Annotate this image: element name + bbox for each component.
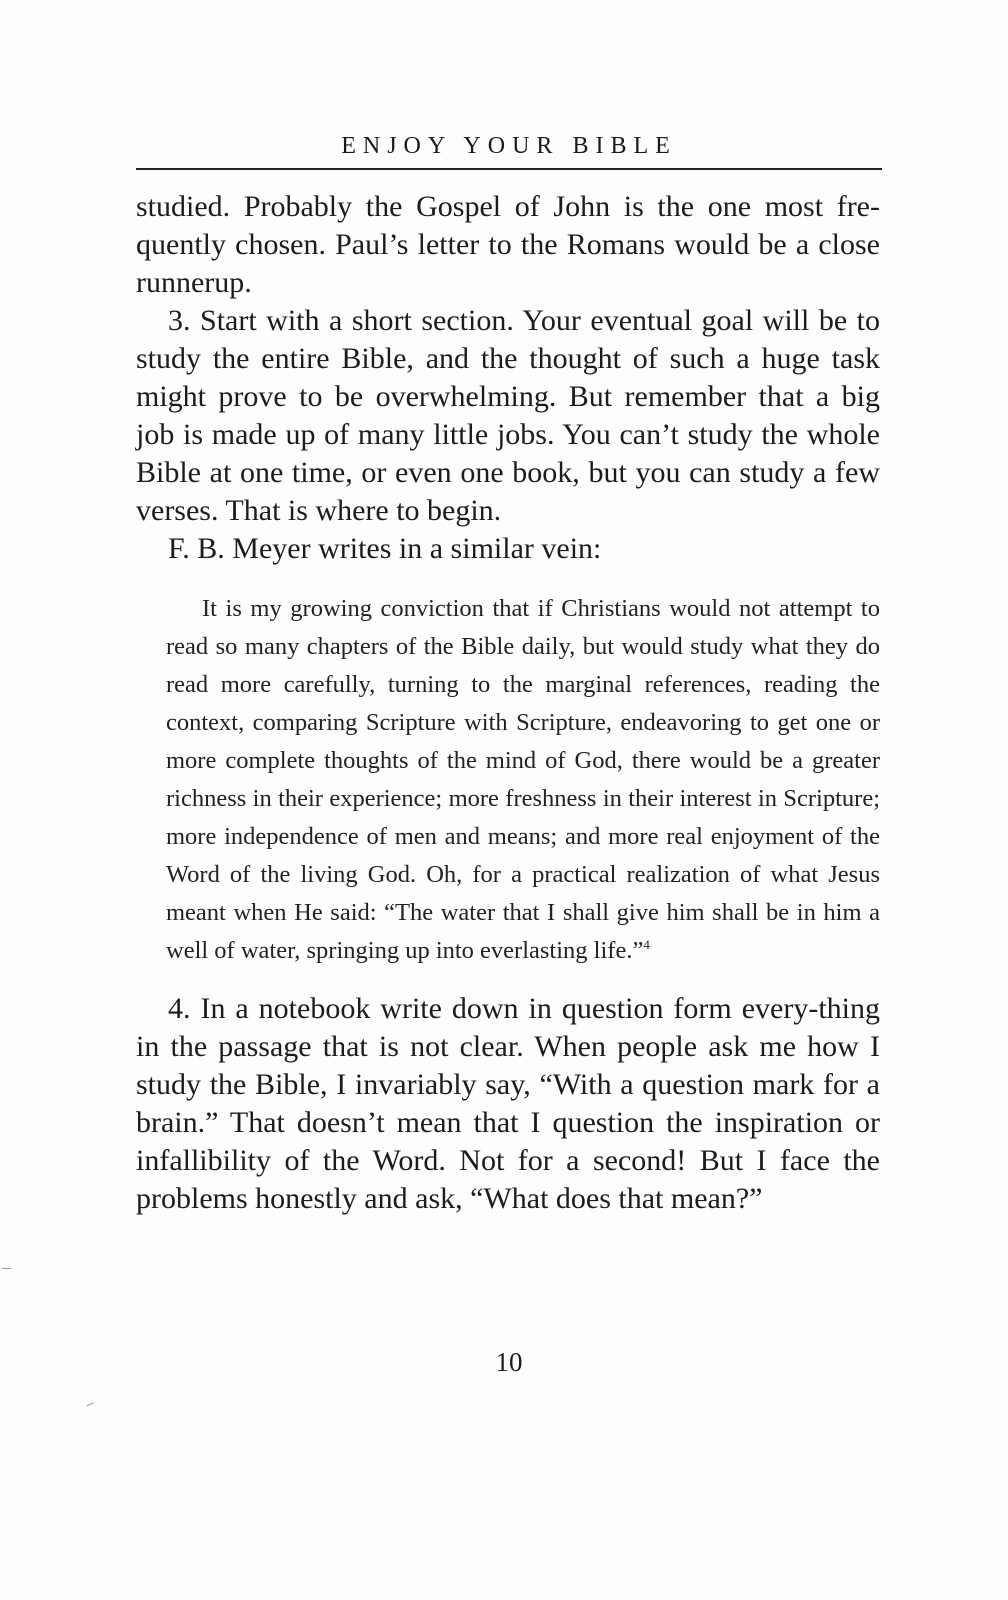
scan-mark	[86, 1402, 94, 1406]
block-quote	[166, 590, 880, 970]
scan-mark	[2, 1268, 11, 1269]
page-body	[136, 188, 880, 1218]
paragraph-continuation: studied. Probably the Gospel of John is the one most fre-quently chosen. Paul’s letter to the Romans would be a close runnerup.	[136, 190, 880, 299]
running-title: ENJOY YOUR BIBLE	[341, 133, 677, 159]
page-number: 10	[495, 1347, 523, 1377]
block-quote-text: It is my growing conviction that if Christians would not attempt to read so many chapters of the Bible daily, but would study what they do read more carefully, turning to the marginal references, reading the context, comparing Scripture with Scripture, endeavoring to get one or more complete thoughts of the mind of God, there would be a greater richness in their experience; more freshness in their interest in Scripture; more independence of men and means; and more real enjoyment of the Word of the living God. Oh, for a practical realization of what Jesus meant when He said: “The water that I shall give him shall be in him a well of water, springing up into everlasting life.”	[166, 595, 880, 964]
header-rule	[136, 168, 882, 170]
paragraph-point-4: 4. In a notebook write down in question form every-thing in the passage that is not clear. When people ask me how I study the Bible, I invariably say, “With a question mark for a brain.” That doesn’t mean that I question the inspiration or infallibility of the Word. Not for a second! But I face the problems honestly and ask, “What does that mean?”	[136, 992, 880, 1215]
paragraph-point-3: 3. Start with a short section. Your eventual goal will be to study the entire Bible, and the thought of such a huge task might prove to be overwhelming. But remember that a big job is made up of many little jobs. You can’t study the whole Bible at one time, or even one book, but you can study a few verses. That is where to begin.	[136, 304, 880, 527]
footnote-marker: 4	[643, 936, 650, 952]
paragraph-meyer-intro: F. B. Meyer writes in a similar vein:	[168, 532, 602, 565]
